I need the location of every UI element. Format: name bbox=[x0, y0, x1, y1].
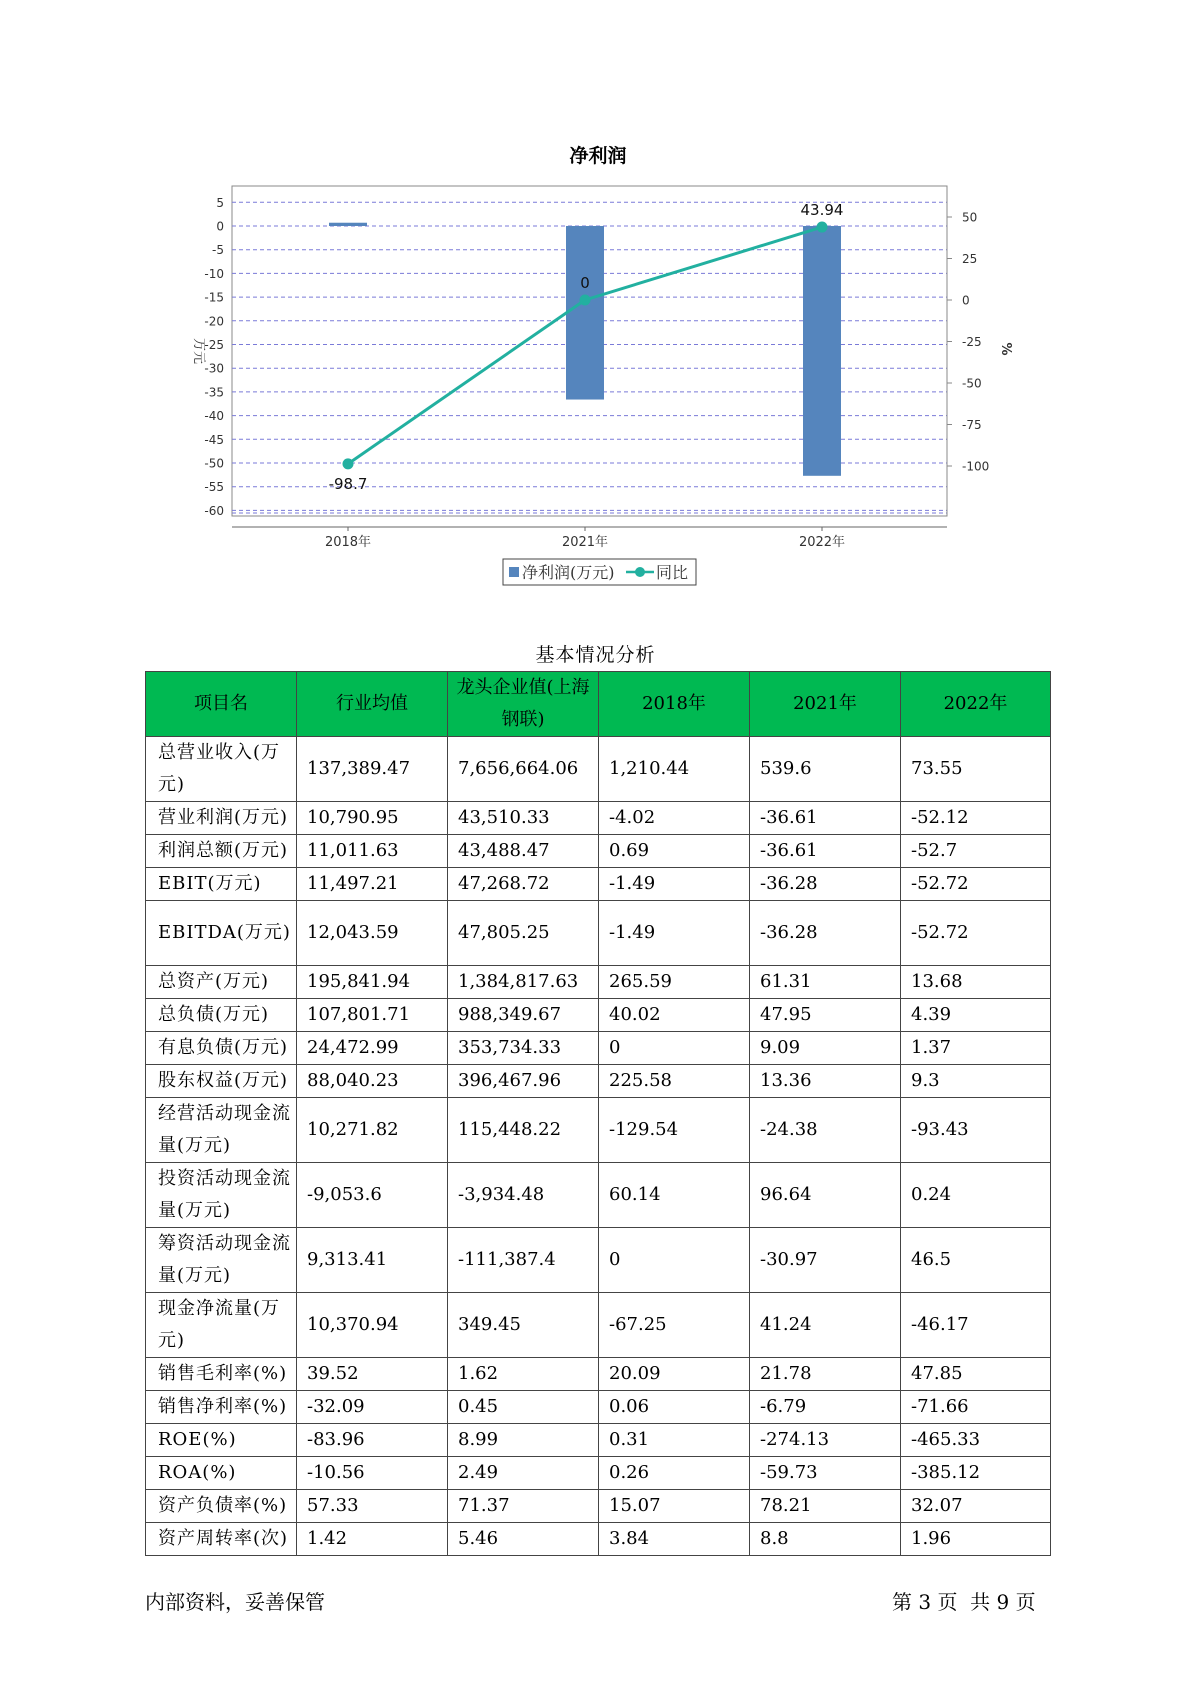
value-cell: 137,389.47 bbox=[297, 737, 448, 802]
value-cell: 61.31 bbox=[750, 966, 901, 999]
value-cell: 40.02 bbox=[599, 999, 750, 1032]
left-tick-label: -15 bbox=[204, 290, 224, 305]
value-cell: 43,510.33 bbox=[448, 802, 599, 835]
value-cell: 9,313.41 bbox=[297, 1228, 448, 1293]
header-cell: 2021年 bbox=[750, 672, 901, 737]
table-row bbox=[146, 1163, 1051, 1228]
table-row bbox=[146, 1098, 1051, 1163]
x-tick-label: 2021年 bbox=[561, 535, 609, 550]
row-label-cell: 营业利润(万元) bbox=[146, 802, 297, 835]
value-cell: 47.95 bbox=[750, 999, 901, 1032]
value-cell: -52.72 bbox=[901, 868, 1051, 901]
value-cell: 0.24 bbox=[901, 1163, 1051, 1228]
value-cell: -52.12 bbox=[901, 802, 1051, 835]
value-cell: 107,801.71 bbox=[297, 999, 448, 1032]
value-cell: 1,210.44 bbox=[599, 737, 750, 802]
value-cell: 9.09 bbox=[750, 1032, 901, 1065]
value-cell: 0 bbox=[599, 1032, 750, 1065]
value-cell: 41.24 bbox=[750, 1293, 901, 1358]
value-cell: 7,656,664.06 bbox=[448, 737, 599, 802]
value-cell: 3.84 bbox=[599, 1523, 750, 1556]
value-cell: 32.07 bbox=[901, 1490, 1051, 1523]
value-cell: -3,934.48 bbox=[448, 1163, 599, 1228]
value-cell: -36.61 bbox=[750, 802, 901, 835]
table-row bbox=[146, 1457, 1051, 1490]
row-label-cell: EBIT(万元) bbox=[146, 868, 297, 901]
bar bbox=[329, 223, 367, 226]
right-tick-label: 25 bbox=[962, 252, 978, 266]
value-cell: -36.61 bbox=[750, 835, 901, 868]
table-row bbox=[146, 1523, 1051, 1556]
footer-confidential: 内部资料，妥善保管 bbox=[145, 1590, 325, 1614]
value-cell: 0.26 bbox=[599, 1457, 750, 1490]
left-tick-label: 0 bbox=[216, 219, 224, 234]
x-axis bbox=[325, 527, 845, 550]
value-cell: 47,805.25 bbox=[448, 901, 599, 966]
value-cell: 4.39 bbox=[901, 999, 1051, 1032]
x-tick-label: 2022年 bbox=[798, 535, 846, 550]
value-cell: 47,268.72 bbox=[448, 868, 599, 901]
value-cell: 11,011.63 bbox=[297, 835, 448, 868]
value-cell: -385.12 bbox=[901, 1457, 1051, 1490]
row-label-cell: 总负债(万元) bbox=[146, 999, 297, 1032]
legend-line-marker bbox=[635, 567, 645, 577]
left-axis-label: 万元 bbox=[191, 337, 206, 365]
value-cell: -1.49 bbox=[599, 901, 750, 966]
value-cell: -465.33 bbox=[901, 1424, 1051, 1457]
left-tick-label: -5 bbox=[212, 243, 224, 258]
value-cell: -24.38 bbox=[750, 1098, 901, 1163]
header-cell: 龙头企业值(上海钢联) bbox=[448, 672, 599, 737]
left-tick-label: -45 bbox=[204, 432, 224, 447]
value-cell: 115,448.22 bbox=[448, 1098, 599, 1163]
row-label-cell: 筹资活动现金流量(万元) bbox=[146, 1228, 297, 1293]
table-row bbox=[146, 999, 1051, 1032]
value-cell: 12,043.59 bbox=[297, 901, 448, 966]
value-cell: -46.17 bbox=[901, 1293, 1051, 1358]
row-label-cell: 资产周转率(次) bbox=[146, 1523, 297, 1556]
row-label-cell: 总资产(万元) bbox=[146, 966, 297, 999]
row-label-cell: 股东权益(万元) bbox=[146, 1065, 297, 1098]
left-tick-label: -40 bbox=[204, 409, 224, 424]
value-cell: -10.56 bbox=[297, 1457, 448, 1490]
value-cell: 10,370.94 bbox=[297, 1293, 448, 1358]
bar bbox=[803, 226, 841, 476]
right-tick-label: -50 bbox=[962, 376, 982, 391]
header-cell: 行业均值 bbox=[297, 672, 448, 737]
left-tick-label: -35 bbox=[204, 385, 224, 400]
right-y-axis bbox=[947, 211, 989, 474]
header-cell: 2022年 bbox=[901, 672, 1051, 737]
line-point bbox=[817, 222, 828, 233]
value-cell: 0.45 bbox=[448, 1391, 599, 1424]
basic-analysis-table bbox=[145, 671, 1051, 1556]
value-cell: 96.64 bbox=[750, 1163, 901, 1228]
value-cell: 43,488.47 bbox=[448, 835, 599, 868]
value-cell: -67.25 bbox=[599, 1293, 750, 1358]
value-cell: 88,040.23 bbox=[297, 1065, 448, 1098]
row-label-cell: 有息负债(万元) bbox=[146, 1032, 297, 1065]
value-cell: 13.36 bbox=[750, 1065, 901, 1098]
value-cell: 60.14 bbox=[599, 1163, 750, 1228]
value-cell: 71.37 bbox=[448, 1490, 599, 1523]
left-tick-label: -50 bbox=[204, 456, 224, 471]
line-point bbox=[343, 458, 354, 469]
value-cell: 47.85 bbox=[901, 1358, 1051, 1391]
value-cell: -83.96 bbox=[297, 1424, 448, 1457]
value-cell: -30.97 bbox=[750, 1228, 901, 1293]
value-cell: 13.68 bbox=[901, 966, 1051, 999]
value-cell: -36.28 bbox=[750, 868, 901, 901]
value-cell: -36.28 bbox=[750, 901, 901, 966]
value-cell: 2.49 bbox=[448, 1457, 599, 1490]
row-label-cell: ROA(%) bbox=[146, 1457, 297, 1490]
point-label: 43.94 bbox=[800, 201, 844, 220]
row-label-cell: ROE(%) bbox=[146, 1424, 297, 1457]
value-cell: 11,497.21 bbox=[297, 868, 448, 901]
value-cell: 5.46 bbox=[448, 1523, 599, 1556]
legend-bar-label: 净利润(万元) bbox=[522, 563, 615, 582]
value-cell: -111,387.4 bbox=[448, 1228, 599, 1293]
value-cell: 39.52 bbox=[297, 1358, 448, 1391]
value-cell: 0.06 bbox=[599, 1391, 750, 1424]
value-cell: 57.33 bbox=[297, 1490, 448, 1523]
value-cell: 1,384,817.63 bbox=[448, 966, 599, 999]
table-row bbox=[146, 901, 1051, 966]
table-row bbox=[146, 966, 1051, 999]
table-row bbox=[146, 1358, 1051, 1391]
value-cell: 20.09 bbox=[599, 1358, 750, 1391]
right-tick-label: -25 bbox=[962, 335, 982, 349]
row-label-cell: 销售毛利率(%) bbox=[146, 1358, 297, 1391]
x-tick-label: 2018年 bbox=[324, 535, 372, 550]
value-cell: 8.99 bbox=[448, 1424, 599, 1457]
table-row bbox=[146, 1032, 1051, 1065]
value-cell: 225.58 bbox=[599, 1065, 750, 1098]
table-row bbox=[146, 868, 1051, 901]
chart-title: 净利润 bbox=[569, 145, 627, 167]
table-row bbox=[146, 835, 1051, 868]
net-profit-chart bbox=[0, 0, 1191, 600]
footer-page-number: 第 3 页 共 9 页 bbox=[892, 1590, 1036, 1614]
left-tick-label: -10 bbox=[204, 266, 224, 281]
value-cell: 10,271.82 bbox=[297, 1098, 448, 1163]
left-tick-label: -25 bbox=[204, 338, 224, 352]
value-cell: 353,734.33 bbox=[448, 1032, 599, 1065]
value-cell: 0.69 bbox=[599, 835, 750, 868]
value-cell: 8.8 bbox=[750, 1523, 901, 1556]
value-cell: 9.3 bbox=[901, 1065, 1051, 1098]
value-cell: 349.45 bbox=[448, 1293, 599, 1358]
value-cell: 24,472.99 bbox=[297, 1032, 448, 1065]
value-cell: 1.62 bbox=[448, 1358, 599, 1391]
value-cell: 15.07 bbox=[599, 1490, 750, 1523]
value-cell: 396,467.96 bbox=[448, 1065, 599, 1098]
table-row bbox=[146, 802, 1051, 835]
table-body bbox=[146, 737, 1051, 1556]
value-cell: 73.55 bbox=[901, 737, 1051, 802]
value-cell: -71.66 bbox=[901, 1391, 1051, 1424]
line-point bbox=[580, 295, 591, 306]
table-row bbox=[146, 737, 1051, 802]
value-cell: 10,790.95 bbox=[297, 802, 448, 835]
value-cell: -1.49 bbox=[599, 868, 750, 901]
value-cell: 46.5 bbox=[901, 1228, 1051, 1293]
value-cell: 21.78 bbox=[750, 1358, 901, 1391]
table-row bbox=[146, 1228, 1051, 1293]
value-cell: -6.79 bbox=[750, 1391, 901, 1424]
value-cell: 78.21 bbox=[750, 1490, 901, 1523]
table-header-row bbox=[146, 672, 1051, 737]
value-cell: -129.54 bbox=[599, 1098, 750, 1163]
value-cell: -32.09 bbox=[297, 1391, 448, 1424]
value-cell: -52.72 bbox=[901, 901, 1051, 966]
right-tick-label: 0 bbox=[962, 293, 970, 308]
value-cell: -4.02 bbox=[599, 802, 750, 835]
value-cell: 1.96 bbox=[901, 1523, 1051, 1556]
value-cell: 1.37 bbox=[901, 1032, 1051, 1065]
value-cell: 0.31 bbox=[599, 1424, 750, 1457]
chart-legend bbox=[503, 559, 696, 585]
left-y-axis bbox=[204, 196, 224, 518]
value-cell: 988,349.67 bbox=[448, 999, 599, 1032]
value-cell: 195,841.94 bbox=[297, 966, 448, 999]
value-cell: 539.6 bbox=[750, 737, 901, 802]
value-cell: -59.73 bbox=[750, 1457, 901, 1490]
value-cell: 0 bbox=[599, 1228, 750, 1293]
row-label-cell: 销售净利率(%) bbox=[146, 1391, 297, 1424]
header-cell: 项目名 bbox=[146, 672, 297, 737]
table-row bbox=[146, 1424, 1051, 1457]
right-axis-label: % bbox=[998, 342, 1013, 356]
value-cell: -52.7 bbox=[901, 835, 1051, 868]
point-label: 0 bbox=[580, 274, 590, 292]
table-row bbox=[146, 1391, 1051, 1424]
bar bbox=[566, 226, 604, 400]
table-row bbox=[146, 1293, 1051, 1358]
row-label-cell: EBITDA(万元) bbox=[146, 901, 297, 966]
row-label-cell: 经营活动现金流量(万元) bbox=[146, 1098, 297, 1163]
left-tick-label: -30 bbox=[204, 361, 224, 376]
header-cell: 2018年 bbox=[599, 672, 750, 737]
legend-bar-swatch bbox=[509, 567, 519, 577]
row-label-cell: 利润总额(万元) bbox=[146, 835, 297, 868]
table-row bbox=[146, 1490, 1051, 1523]
right-tick-label: 50 bbox=[962, 210, 978, 225]
point-label: -98.7 bbox=[328, 474, 368, 493]
left-tick-label: -55 bbox=[204, 480, 224, 495]
left-tick-label: -60 bbox=[204, 503, 224, 518]
value-cell: 265.59 bbox=[599, 966, 750, 999]
left-tick-label: 5 bbox=[216, 195, 224, 210]
legend-line-label: 同比 bbox=[656, 563, 689, 582]
table-caption: 基本情况分析 bbox=[535, 644, 656, 666]
value-cell: 1.42 bbox=[297, 1523, 448, 1556]
row-label-cell: 现金净流量(万元) bbox=[146, 1293, 297, 1358]
right-tick-label: -100 bbox=[962, 459, 990, 474]
left-tick-label: -20 bbox=[204, 314, 224, 329]
row-label-cell: 总营业收入(万元) bbox=[146, 737, 297, 802]
value-cell: -274.13 bbox=[750, 1424, 901, 1457]
row-label-cell: 资产负债率(%) bbox=[146, 1490, 297, 1523]
value-cell: -9,053.6 bbox=[297, 1163, 448, 1228]
value-cell: -93.43 bbox=[901, 1098, 1051, 1163]
right-tick-label: -75 bbox=[962, 418, 982, 432]
row-label-cell: 投资活动现金流量(万元) bbox=[146, 1163, 297, 1228]
table-row bbox=[146, 1065, 1051, 1098]
